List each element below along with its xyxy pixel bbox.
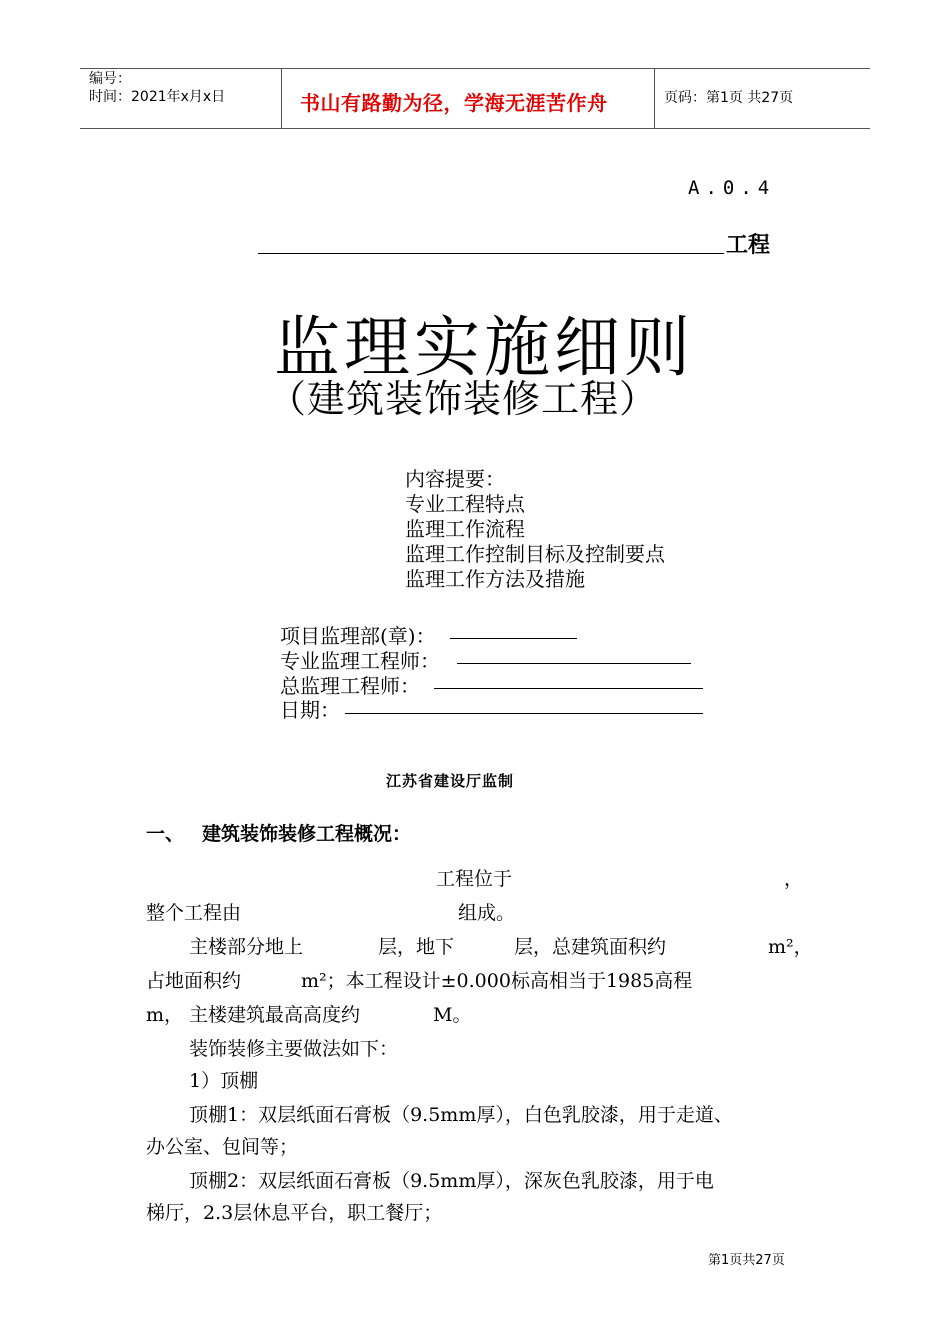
- header-motto: 书山有路勤为径，学海无涯苦作舟: [300, 91, 608, 115]
- toc-heading: 内容提要：: [405, 467, 505, 491]
- toc-block: [405, 467, 665, 592]
- toc-item: 专业工程特点: [405, 492, 525, 516]
- header-top-border: [80, 68, 870, 69]
- section-title: 建筑装饰装修工程概况：: [202, 823, 412, 845]
- text-l5a: m，: [146, 1004, 184, 1026]
- text-l11: 梯厅，2.3层休息平台，职工餐厅；: [146, 1202, 443, 1224]
- text-l4b: m²；本工程设计±0.000标高相当于1985高程: [301, 970, 693, 992]
- text-l3b: 层，地下: [378, 936, 455, 958]
- toc-item: 监理工作方法及措施: [405, 567, 585, 591]
- sign-chief-label: 总监理工程师：: [280, 674, 420, 698]
- page-title: 监理实施细则: [274, 309, 694, 386]
- project-name-line: [258, 253, 724, 254]
- header-page-code: 页码：第1页 共27页: [664, 90, 794, 106]
- header-divider-left: [281, 68, 282, 128]
- toc-item: 监理工作流程: [405, 517, 525, 541]
- text-l5c: M。: [433, 1004, 472, 1026]
- page-subtitle: （建筑装饰装修工程）: [268, 377, 659, 421]
- toc-item: 监理工作控制目标及控制要点: [405, 542, 665, 566]
- doc-code: A.0.4: [688, 177, 776, 199]
- page-footer: 第1页共27页: [708, 1253, 785, 1268]
- sign-date-line: [345, 713, 703, 714]
- text-l5b: 主楼建筑最高高度约: [189, 1004, 361, 1026]
- text-l2a: 整个工程由: [146, 902, 242, 924]
- text-l1b: ，: [784, 868, 804, 890]
- text-l3d: m²，: [768, 936, 813, 958]
- text-l2b: 组成。: [458, 902, 516, 924]
- text-l9: 办公室、包间等；: [146, 1136, 299, 1158]
- text-l3c: 层，总建筑面积约: [514, 936, 667, 958]
- text-l8: 顶棚1：双层纸面石膏板（9.5mm厚），白色乳胶漆，用于走道、: [189, 1104, 733, 1126]
- sign-dept-label: 项目监理部(章)：: [280, 624, 436, 648]
- project-suffix: 工程: [726, 233, 771, 258]
- sign-engineer-line: [457, 663, 691, 664]
- text-l6: 装饰装修主要做法如下：: [189, 1038, 399, 1060]
- header-bottom-border: [80, 128, 870, 129]
- header-divider-right: [654, 68, 655, 128]
- sign-engineer-label: 专业监理工程师：: [280, 649, 440, 673]
- header-number-label: 编号：: [89, 71, 131, 87]
- section-number: 一、: [146, 823, 185, 845]
- sign-dept-line: [450, 638, 577, 639]
- sign-chief-line: [434, 688, 703, 689]
- issuer-label: 江苏省建设厅监制: [386, 772, 515, 790]
- text-l4a: 占地面积约: [146, 970, 242, 992]
- header-time-label: 时间：2021年x月x日: [89, 89, 226, 105]
- text-l7: 1）顶棚: [189, 1070, 259, 1092]
- text-l1a: 工程位于: [436, 868, 513, 890]
- text-l3a: 主楼部分地上: [189, 936, 304, 958]
- text-l10: 顶棚2：双层纸面石膏板（9.5mm厚），深灰色乳胶漆，用于电: [189, 1170, 714, 1192]
- sign-date-label: 日期：: [280, 698, 340, 722]
